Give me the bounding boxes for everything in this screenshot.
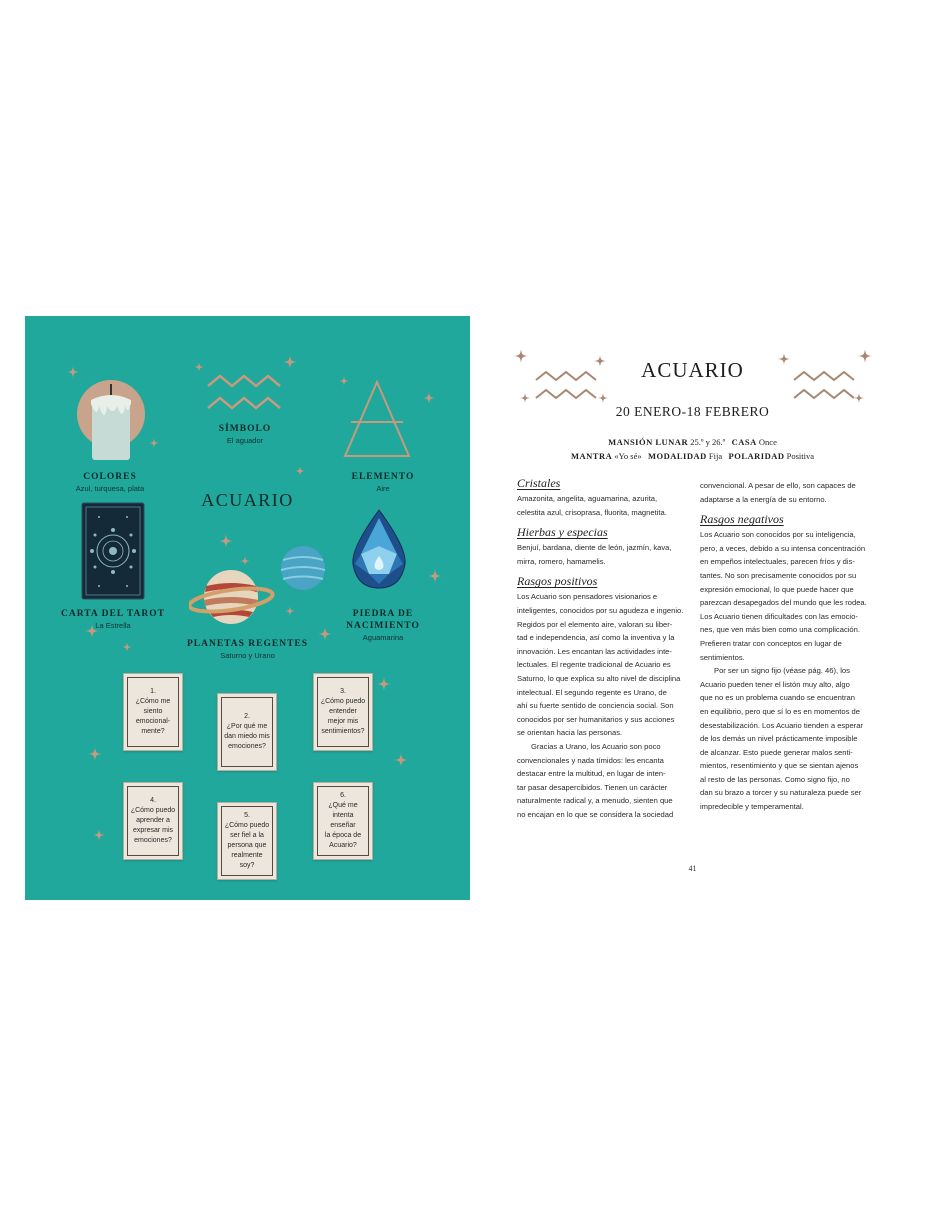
text-line: Acuario pueden tener el listón muy alto, algo [700, 679, 850, 689]
zodiac-title: ACUARIO [201, 490, 294, 510]
text-line: que no es un problema cuando se encuentran [700, 693, 855, 703]
piedra-label-line2: NACIMIENTO [346, 621, 420, 631]
simbolo-value: El aguador [226, 436, 264, 445]
date-range: 20 ENERO-18 FEBRERO [615, 404, 770, 419]
page-title: ACUARIO [641, 358, 744, 382]
card-line: expresar mis [132, 827, 174, 834]
text-line: se orientan hacia las personas. [517, 728, 623, 738]
piedra-label-line1: PIEDRA DE [352, 609, 414, 619]
card-line: ser fiel a la [230, 832, 264, 839]
question-card [123, 673, 183, 751]
text-line: no encajan en lo que se considera la sociedad [517, 809, 674, 819]
positivos-heading: Rasgos positivos [517, 574, 598, 589]
card-line: dan miedo mis [224, 733, 270, 740]
page-number: 41 [688, 864, 697, 873]
mansion-value: 25.º y 26.º [690, 437, 726, 447]
planets-icon [189, 544, 331, 640]
question-card [217, 802, 277, 880]
tarot-label: CARTA DEL TAROT [61, 609, 165, 619]
card-line: intenta enseñar [330, 812, 356, 829]
text-line: innovación. Les encantan las actividades inte- [517, 646, 672, 656]
text-line: inteligentes, conocidos por su agudeza e ingenio. [517, 605, 684, 615]
text-line: Amazonita, angelita, aguamarina, azurita, [517, 494, 658, 503]
text-line: lectuales. El regente tradicional de Acuario es [517, 660, 671, 670]
text-column-right [700, 479, 876, 820]
card-line: mejor mis [327, 718, 359, 725]
hierbas-heading: Hierbas y especias [517, 525, 608, 540]
text-line: celestita azul, crisoprasa, fluorita, magnetita. [517, 507, 667, 517]
tarot-value: La Estrella [95, 621, 131, 630]
card-line: ¿Por qué me [226, 723, 268, 730]
text-line: sentimientos. [700, 652, 745, 662]
text-line: expresión emocional, lo que puede hacer que [700, 584, 854, 594]
piedra-value: Aguamarina [362, 633, 404, 642]
negativos-text [700, 528, 876, 813]
polaridad-value: Positiva [786, 451, 815, 461]
card-line: la época de [324, 832, 362, 839]
text-line: Benjuí, bardana, diente de león, jazmín, kava, [517, 543, 672, 553]
text-line: en equilibrio, pero que sí lo es en momentos de [700, 706, 860, 716]
text-line: conocidos por ser humanitarios y sus acciones [517, 714, 675, 724]
question-card [123, 782, 183, 860]
card-line: aprender a [136, 817, 170, 824]
text-line: convencional. A pesar de ello, son capaces de [700, 481, 856, 490]
text-line: nes, que ven más bien como una complicación. [700, 625, 860, 635]
card-line: Acuario? [329, 842, 357, 849]
text-column-left [517, 476, 693, 821]
positivos-text [517, 590, 693, 821]
meta-line-1 [470, 437, 915, 447]
text-line: tad e independencia, así como la inventiva y la [517, 633, 675, 643]
card-number: 4. [150, 797, 156, 804]
text-line: destacar entre la multitud, en lugar de inten- [517, 769, 666, 779]
card-line: sentimientos? [321, 728, 365, 735]
text-line: naturalmente radical y, a menudo, sienten que [517, 796, 673, 806]
text-line: Los Acuario son conocidos por su inteligencia, [700, 530, 856, 540]
card-line: mente? [141, 728, 165, 735]
card-line: realmente soy? [231, 852, 263, 869]
card-line: emociones? [134, 837, 172, 844]
card-number: 3. [340, 688, 346, 695]
text-line: Los Acuario tienen dificultades con las emocio- [700, 611, 858, 621]
polaridad-label: POLARIDAD [728, 451, 785, 461]
mansion-label: MANSIÓN LUNAR [608, 437, 689, 447]
card-line: entender [329, 708, 357, 715]
air-element-icon [341, 378, 413, 460]
card-line: ¿Cómo puedo [320, 698, 366, 705]
text-line: de los demás un nivel prácticamente imposible [700, 734, 858, 744]
elemento-value: Aire [376, 484, 390, 493]
text-line: impredecible y temperamental. [700, 802, 804, 812]
text-line: en empeños intelectuales, parecen fríos y dis- [700, 557, 855, 567]
mantra-value: «Yo sé» [614, 451, 642, 461]
aquarius-symbol-icon [205, 370, 285, 418]
planetas-value: Saturno y Urano [220, 651, 275, 660]
mantra-label: MANTRA [570, 451, 613, 461]
cristales-heading: Cristales [517, 476, 561, 490]
text-line: Los Acuario son pensadores visionarios e [517, 592, 658, 602]
card-number: 6. [340, 792, 346, 799]
casa-label: CASA [731, 437, 757, 447]
text-line: al resto de las personas. Como signo fijo, no [700, 774, 850, 784]
card-number: 1. [150, 688, 156, 695]
aquamarine-gem-icon [349, 508, 409, 590]
text-line: Saturno, lo que explica su alto nivel de disciplina [517, 673, 681, 683]
card-line: emociones? [228, 743, 266, 750]
modalidad-value: Fija [708, 451, 723, 461]
text-page [470, 316, 915, 900]
continuation-text [700, 479, 876, 506]
text-line: Prefieren tratar con conceptos en lugar de [700, 638, 842, 648]
card-line: persona que [227, 842, 267, 849]
colores-label: COLORES [83, 472, 137, 482]
card-line: ¿Cómo puedo [130, 807, 176, 814]
text-line: tar pasar desapercibidos. Tienen un carácter [517, 782, 668, 792]
text-line: intelectual. El segundo regente es Urano, de [517, 687, 667, 697]
text-line: pero, a veces, debido a su intensa concentración [700, 543, 866, 553]
text-line: Regidos por el elemento aire, valoran su liber- [517, 619, 673, 629]
question-card [313, 673, 373, 751]
question-card [217, 693, 277, 771]
text-line: dan su brazo a torcer y su naturaleza puede ser [700, 788, 862, 798]
text-line: desestabilización. Los Acuario tienden a esperar [700, 720, 863, 730]
cristales-text [517, 492, 693, 519]
text-line: adaptarse a la energía de su entorno. [700, 494, 827, 504]
colores-value: Azul, turquesa, plata [75, 484, 145, 493]
text-line: parezcan desapegados del mundo que les rodea. [700, 598, 867, 608]
simbolo-label: SÍMBOLO [218, 424, 272, 434]
card-line: siento [143, 708, 163, 715]
casa-value: Once [758, 437, 777, 447]
candle-icon [75, 376, 151, 466]
question-card [313, 782, 373, 860]
tarot-card-icon [81, 502, 145, 600]
text-line: Por ser un signo fijo (véase pág. 46), los [714, 666, 850, 676]
card-line: ¿Cómo puedo [224, 822, 270, 829]
elemento-label: ELEMENTO [351, 472, 415, 482]
card-number: 2. [244, 713, 250, 720]
card-line: ¿Qué me [328, 802, 358, 809]
planetas-label: PLANETAS REGENTES [186, 639, 309, 649]
text-line: convencionales y nada tímidos: les encanta [517, 755, 664, 765]
text-line: Gracias a Urano, los Acuario son poco [531, 741, 661, 751]
text-line: de alcanzar. Esto puede generar malos senti- [700, 747, 853, 757]
meta-line-2 [470, 451, 915, 461]
text-line: ahí su fuerte sentido de conciencia social. Son [517, 701, 674, 711]
negativos-heading: Rasgos negativos [700, 512, 784, 527]
modalidad-label: MODALIDAD [647, 451, 707, 461]
card-line: ¿Cómo me [135, 698, 171, 705]
illustrated-page [25, 316, 470, 900]
hierbas-text [517, 541, 693, 568]
text-line: mientos, resentimiento y que se sientan ajenos [700, 761, 859, 771]
text-line: mirra, romero, hamamelis. [517, 556, 606, 566]
card-number: 5. [244, 812, 250, 819]
text-line: tantes. No son precisamente conocidos por su [700, 570, 857, 580]
card-line: emocional- [135, 718, 171, 725]
